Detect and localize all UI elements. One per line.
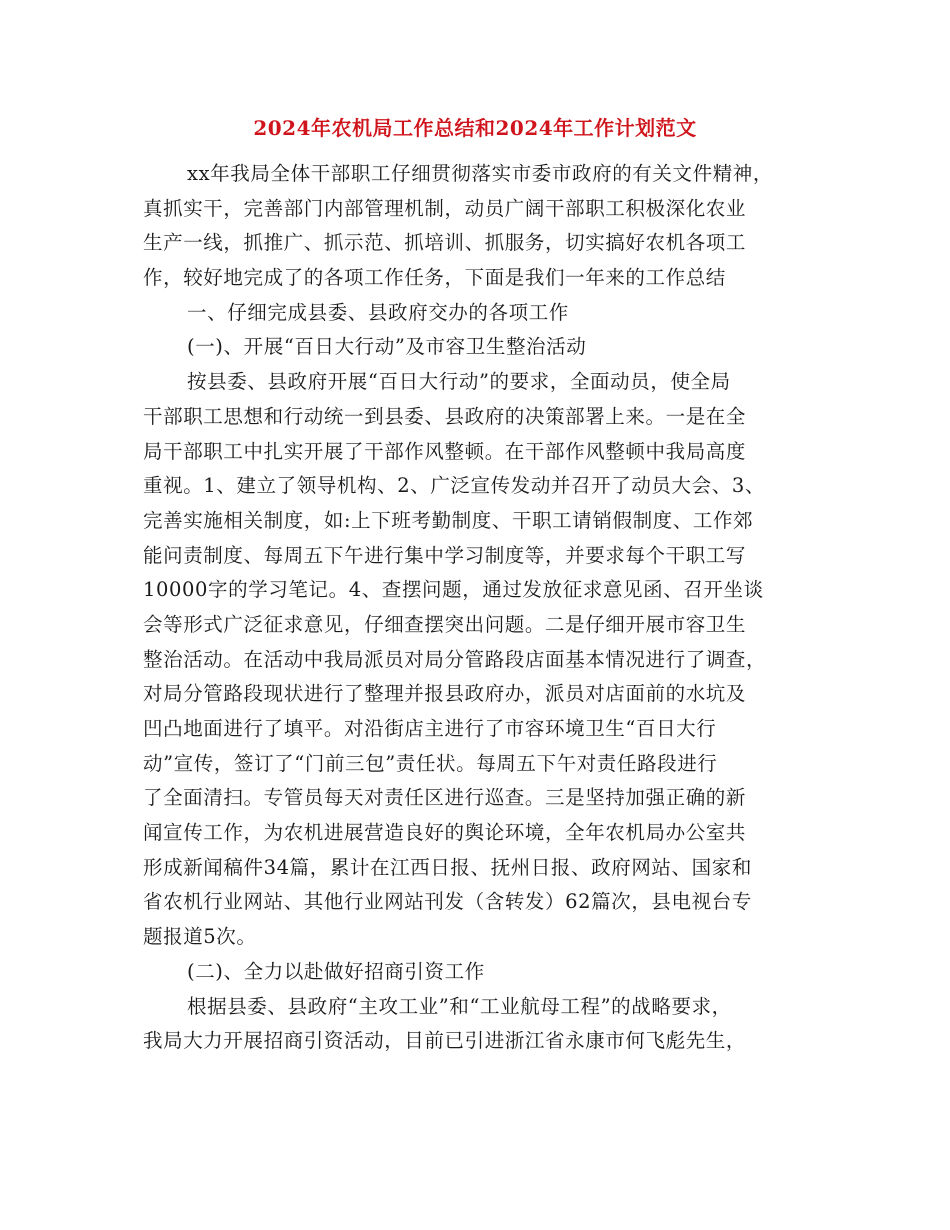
- text-line: xx年我局全体干部职工仔细贯彻落实市委市政府的有关文件精神，: [187, 162, 773, 185]
- document-title: 2024年农机局工作总结和2024年工作计划范文: [253, 116, 697, 140]
- text-line: 我局大力开展招商引资活动，目前已引进浙江省永康市何飞彪先生，: [143, 1029, 747, 1053]
- text-line: 生产一线，抓推广、抓示范、抓培训、抓服务，切实搞好农机各项工: [143, 231, 747, 255]
- text-line: 完善实施相关制度，如:上下班考勤制度、干职工请销假制度、工作郊: [143, 508, 754, 532]
- document-body: [143, 157, 810, 1059]
- text-line: 一、仔细完成县委、县政府交办的各项工作: [187, 300, 569, 324]
- text-line: 题报道5次。: [143, 925, 257, 949]
- text-line: 闻宣传工作，为农机进展营造良好的舆论环境，全年农机局办公室共: [143, 821, 747, 845]
- text-line: 凹凸地面进行了填平。对沿街店主进行了市容环境卫生“百日大行: [143, 717, 717, 740]
- text-line: (一)、开展“百日大行动”及市容卫生整治活动: [187, 335, 587, 359]
- text-line: 动”宣传，签订了“门前三包”责任状。每周五下午对责任路段进行: [143, 751, 718, 775]
- text-line: 10000字的学习笔记。4、查摆问题，通过发放征求意见函、召开坐谈: [143, 578, 764, 602]
- text-line: 会等形式广泛征求意见，仔细查摆突出问题。二是仔细开展市容卫生: [143, 612, 747, 636]
- text-line: 对局分管路段现状进行了整理并报县政府办，派员对店面前的水坑及: [143, 682, 747, 706]
- text-line: 重视。1、建立了领导机构、2、广泛宣传发动并召开了动员大会、3、: [143, 474, 765, 498]
- text-line: 形成新闻稿件34篇，累计在江西日报、抚州日报、政府网站、国家和: [143, 855, 752, 879]
- text-line: 了全面清扫。专管员每天对责任区进行巡查。三是坚持加强正确的新: [143, 786, 747, 810]
- text-line: 真抓实干，完善部门内部管理机制，动员广阔干部职工积极深化农业: [143, 196, 747, 220]
- text-line: 整治活动。在活动中我局派员对局分管路段店面基本情况进行了调查，: [143, 647, 767, 671]
- text-line: (二)、全力以赴做好招商引资工作: [187, 959, 485, 983]
- text-line: 局干部职工中扎实开展了干部作风整顿。在干部作风整顿中我局高度: [143, 439, 747, 463]
- text-line: 能问责制度、每周五下午进行集中学习制度等，并要求每个干职工写: [143, 543, 747, 567]
- text-line: 根据县委、县政府“主攻工业”和“工业航母工程”的战略要求，: [187, 994, 732, 1018]
- text-line: 按县委、县政府开展“百日大行动”的要求，全面动员，使全局: [187, 370, 731, 394]
- text-line: 省农机行业网站、其他行业网站刊发（含转发）62篇次，县电视台专: [143, 890, 752, 914]
- text-line: 作，较好地完成了的各项工作任务，下面是我们一年来的工作总结: [143, 266, 726, 290]
- text-line: 干部职工思想和行动统一到县委、县政府的决策部署上来。一是在全: [143, 404, 747, 428]
